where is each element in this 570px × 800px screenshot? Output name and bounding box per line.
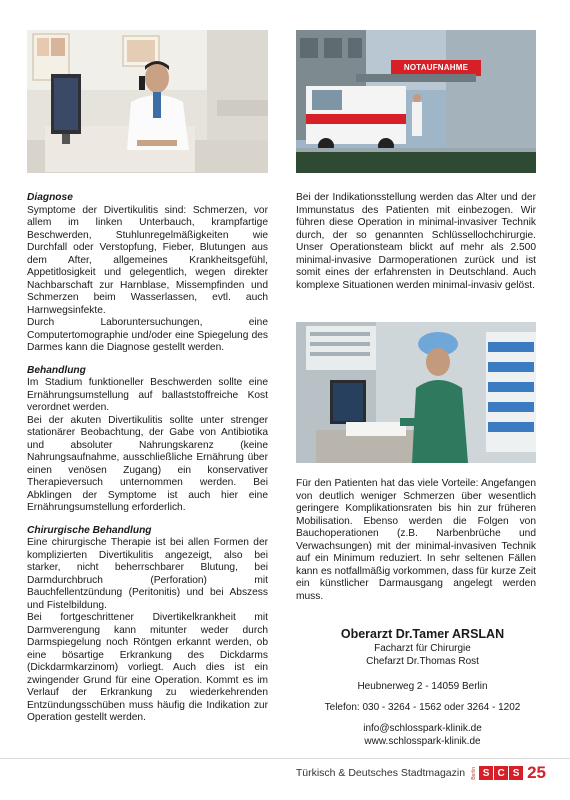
phone: Telefon: 030 - 3264 - 1562 oder 3264 - 1202 (324, 702, 521, 713)
ambulance-sign-text: NOTAUFNAHME (403, 63, 469, 72)
logo-letter-1: S (479, 766, 493, 780)
heading-chirurgische-behandlung: Chirurgische Behandlung (27, 524, 152, 536)
website-link[interactable]: www.schlosspark-klinik.de (364, 736, 481, 747)
left-column (27, 192, 268, 725)
magazine-logo (479, 766, 523, 780)
chirurgie-paragraph-2: Bei fortgeschrittener Divertikelkrankheit mit Darmverengung kann mitunter weder durch Darmspiegelung noch Röntgen erkannt werden, ob eine bösartige Erkrankung des Dickdarms (Dickdarmkarzinom) vorliegt. Auch dies ist ein zwingender Grund für eine Operation. Kommt es im Verlauf der Erkrankung zu wiederkehrenden Entzündungsschüben muss häufig die Indikation zur Operation gestellt werden. (27, 612, 268, 723)
vorteile-paragraph: Für den Patienten hat das viele Vorteile: Angefangen von deutlich weniger Schmerzen über wesentlich geringere Komplikationsraten bis hin zur früheren Mobilisation. Ebenso werden die Folgen von Bauchoperationen (z.B. Narbenbrüche und Verwachsungen) mit der minimal-invasiven Technik auf ein Minimum reduziert. In sehr seltenen Fällen kann es notfallmäßig vorkommen, dass für kurze Zeit ein künstlicher Darmausgang angelegt werden muss. (296, 478, 536, 602)
photo-surgeon-computer (296, 322, 536, 463)
email-link[interactable]: info@schlosspark-klinik.de (363, 723, 482, 734)
heading-diagnose: Diagnose (27, 192, 73, 203)
diagnose-paragraph-2: Durch Laboruntersuchungen, eine Computertomographie und/oder eine Spiegelung des Darmes kann die Diagnose gestellt werden. (27, 317, 268, 353)
doctor-title: Facharzt für Chirurgie (374, 643, 471, 654)
contact-block (300, 626, 545, 748)
diagnose-paragraph-1: Symptome der Divertikulitis sind: Schmerzen, vor allem im linken Unterbauch, krampfartige Beschwerden, Stuhlunregelmäßigkeiten wie Durchfall oder Verstopfung, Fieber, Blutungen aus dem After, allgemeines Krankheitsgefühl, Appetitlosigkeit und gelegentlich, wegen direkter Nachbarschaft zur Harnblase, Missempfinden und Schmerzen beim Wasserlassen, evtl. auch Harnwegsinfekte. (27, 204, 268, 316)
logo-letter-3: S (509, 766, 523, 780)
chief-physician: Chefarzt Dr.Thomas Rost (366, 656, 479, 667)
logo-letter-2: C (494, 766, 508, 780)
chirurgie-paragraph-1: Eine chirurgische Therapie ist bei allen Formen der komplizierten Divertikulitis angezeigt, also bei starker, nicht beherrschbarer Blutung, bei Darmdurchbruch (Perforation) mit Bauchfellentzündung (Peritonitis) und bei Abszess und Fistelbildung. (27, 537, 268, 611)
indikation-paragraph: Bei der Indikationsstellung werden das Alter und der Immunstatus des Patienten mit einbezogen. Wir führen diese Operation in minimal-invasiver Technik durch, der so genannten Schlüssellochchirurgie. Unser Operationsteam blickt auf mehr als 2.500 minimal-invasive Darmoperationen zurück und ist somit eines der erfahrensten in Deutschland. Auch komplexe Situationen werden minimal-invasiv gelöst. (296, 192, 536, 291)
magazine-name: Türkisch & Deutsches Stadtmagazin (295, 767, 466, 779)
address: Heubnerweg 2 - 14059 Berlin (357, 681, 488, 692)
behandlung-paragraph-2: Bei der akuten Divertikulitis sollte unter strenger stationärer Beobachtung, der Gabe von Antibiotika und absoluter Nahrungskarenz (keine Nahrungsaufnahme, ausschließliche Ernährung über einen venösen Zugang) ein konservativer Therapieversuch unternommen werden. Bei Abklingen der Symptome ist auch hier eine Ernährungsumstellung erforderlich. (27, 414, 268, 513)
behandlung-paragraph-1: Im Stadium funktioneller Beschwerden sollte eine Ernährungsumstellung auf ballaststoffreiche Kost verordnet werden. (27, 377, 268, 413)
photo-ambulance (296, 30, 536, 173)
footer-city: Berlin (471, 766, 478, 780)
right-column-top (296, 192, 536, 292)
heading-behandlung: Behandlung (27, 364, 86, 376)
page-number: 25 (527, 763, 546, 782)
footer-divider (0, 758, 570, 759)
photo-doctor-office (27, 30, 268, 173)
right-column-bottom (296, 478, 536, 603)
doctor-name: Oberarzt Dr.Tamer ARSLAN (340, 627, 505, 641)
footer (296, 763, 546, 783)
